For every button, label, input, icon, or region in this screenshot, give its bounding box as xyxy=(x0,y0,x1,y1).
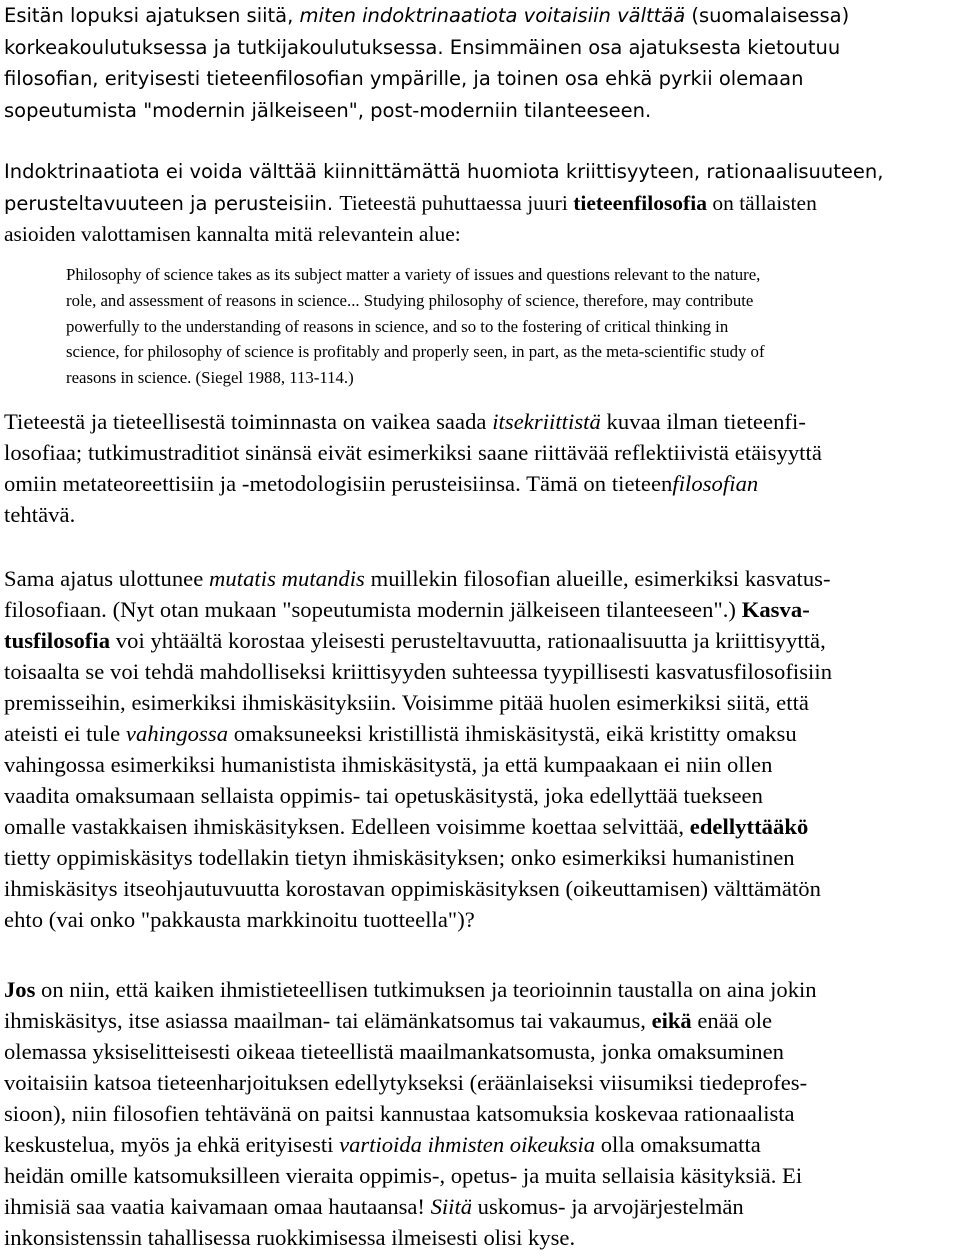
text-run: voi yhtäältä korostaa yleisesti perusteltavuutta, rationaalisuutta ja kriittisyyttä, xyxy=(110,628,826,653)
text-line: Indoktrinaatiota ei voida välttää kiinnittämättä huomiota kriittisyyteen, rationaalisuuteen, xyxy=(4,160,884,183)
text-line xyxy=(4,188,883,220)
quote-line: Philosophy of science takes as its subject matter a variety of issues and questions relevant to the nature, xyxy=(66,265,761,284)
text-line: tehtävä. xyxy=(4,502,76,527)
emphasis-text: vahingossa xyxy=(125,721,229,746)
text-line: vahingossa esimerkiksi humanistista ihmiskäsitystä, ja että kumpaakaan ei niin ollen xyxy=(4,752,773,777)
text-run: filosofiaan. (Nyt otan mukaan "sopeutumista modernin jälkeiseen tilanteeseen".) xyxy=(4,597,742,622)
text-run: omaksuneeksi kristillistä ihmiskäsitystä, eikä kristitty omaksu xyxy=(228,721,797,746)
text-run: Tieteestä ja tieteellisestä toiminnasta on vaikea saada xyxy=(4,409,493,434)
text-line xyxy=(4,1129,817,1160)
text-run: ihmisiä saa vaatia kaivamaan omaa hautaansa! xyxy=(4,1194,431,1219)
quote-line: powerfully to the understanding of reasons in science, and so to the fostering of critical thinking in xyxy=(66,316,729,336)
text-run: omiin metateoreettisiin ja -metodologisiin perusteisiinsa. Tämä on tieteen xyxy=(4,471,673,496)
text-line: inkonsistenssin tahallisessa ruokkimisessa ilmeisesti olisi kyse. xyxy=(4,1225,576,1250)
text-line: toisaalta se voi tehdä mahdolliseksi kriittisyyden suhteessa tyypillisesti kasvatusfilosofisiin xyxy=(4,659,833,684)
emphasis-text: mutatis mutandis xyxy=(209,566,365,591)
text-line: ehto (vai onko "pakkausta markkinoitu tuotteella")? xyxy=(4,907,475,932)
bold-term: Kasva- xyxy=(741,597,810,622)
text-run: olla omaksumatta xyxy=(595,1132,761,1157)
text-line: sopeutumista "modernin jälkeiseen", post-moderniin tilanteeseen. xyxy=(4,98,652,122)
quote-line: role, and assessment of reasons in science... Studying philosophy of science, therefore, may contribute xyxy=(66,290,754,310)
text-run: omalle vastakkaisen ihmiskäsityksen. Edelleen voisimme koettaa selvittää, xyxy=(4,814,690,839)
bold-term: tusfilosofia xyxy=(4,628,111,653)
paragraph-4 xyxy=(4,563,832,935)
paragraph-2 xyxy=(4,156,883,251)
text-run: on tällaisten xyxy=(706,190,817,215)
text-line: tietty oppimiskäsitys todellakin tietyn ihmiskäsityksen; onko esimerkiksi humanistinen xyxy=(4,845,795,870)
text-run: keskustelua, myös ja ehkä erityisesti xyxy=(4,1132,340,1157)
text-line xyxy=(4,811,832,842)
text-line xyxy=(4,0,849,32)
text-line xyxy=(4,625,832,656)
paragraph-1 xyxy=(4,0,849,126)
text-run: muillekin filosofian alueille, esimerkiksi kasvatus- xyxy=(364,566,831,591)
text-line xyxy=(4,974,817,1005)
text-line: heidän omille katsomuksilleen vieraita oppimis-, opetus- ja muita sellaisia käsityksiä. Ei xyxy=(4,1163,803,1188)
text-line: ihmiskäsitys itseohjautuvuutta korostavan oppimiskäsityksen (oikeuttamisen) välttämätön xyxy=(4,876,821,901)
text-run: ateisti ei tule xyxy=(4,721,126,746)
text-line xyxy=(4,1005,817,1036)
text-run: ihmiskäsitys, itse asiassa maailman- tai elämänkatsomus tai vakaumus, xyxy=(4,1008,652,1033)
text-line xyxy=(4,406,822,437)
text-line: asioiden valottamisen kannalta mitä relevantein alue: xyxy=(4,222,461,246)
text-run: Tieteestä puhuttaessa juuri xyxy=(339,190,574,215)
quote-line: reasons in science. (Siegel 1988, 113-114.) xyxy=(66,368,354,388)
text-run: Esitän lopuksi ajatuksen siitä, xyxy=(4,4,300,27)
bold-term: eikä xyxy=(651,1008,692,1033)
quote-line: science, for philosophy of science is profitably and properly seen, in part, as the meta-scientific study of xyxy=(66,342,765,362)
paragraph-5 xyxy=(4,974,817,1253)
bold-term: Jos xyxy=(4,977,36,1002)
text-line xyxy=(4,594,832,625)
bold-term: edellyttääkö xyxy=(689,814,809,839)
text-line xyxy=(4,718,832,749)
text-line xyxy=(4,468,822,499)
text-line: sioon), niin filosofien tehtävänä on paitsi kannustaa katsomuksia koskevaa rationaalista xyxy=(4,1101,795,1126)
emphasis-text: miten indoktrinaatiota voitaisiin välttää xyxy=(299,4,686,27)
text-line xyxy=(4,563,832,594)
paragraph-3 xyxy=(4,406,822,530)
text-run: uskomus- ja arvojärjestelmän xyxy=(472,1194,744,1219)
text-run: perusteltavuuteen ja perusteisiin. xyxy=(4,191,340,215)
block-quote xyxy=(66,262,765,391)
text-line xyxy=(4,1191,817,1222)
text-line: korkeakoulutuksessa ja tutkijakoulutuksessa. Ensimmäinen osa ajatuksesta kietoutuu xyxy=(4,35,841,59)
emphasis-text: itsekriittistä xyxy=(492,409,601,434)
emphasis-text: vartioida ihmisten oikeuksia xyxy=(339,1132,596,1157)
text-line: olemassa yksiselitteisesti oikeaa tieteellistä maailmankatsomusta, jonka omaksuminen xyxy=(4,1039,784,1064)
text-run: enää ole xyxy=(691,1008,773,1033)
emphasis-text: filosofian xyxy=(672,471,759,496)
text-run: on niin, että kaiken ihmistieteellisen tutkimuksen ja teorioinnin taustalla on aina jokin xyxy=(35,977,817,1002)
text-line: voitaisiin katsoa tieteenharjoituksen edellytykseksi (eräänlaiseksi viisumiksi tiedeprofes- xyxy=(4,1070,808,1095)
text-line: filosofian, erityisesti tieteenfilosofian ympärille, ja toinen osa ehkä pyrkii olemaan xyxy=(4,67,804,90)
bold-term: tieteenfilosofia xyxy=(573,190,707,215)
text-line: vaadita omaksumaan sellaista oppimis- tai opetuskäsitystä, joka edellyttää tuekseen xyxy=(4,783,763,808)
text-run: Sama ajatus ulottunee xyxy=(4,566,210,591)
text-line: premisseihin, esimerkiksi ihmiskäsityksiin. Voisimme pitää huolen esimerkiksi siitä, että xyxy=(4,690,809,715)
text-run: (suomalaisessa) xyxy=(685,4,850,27)
text-run: kuvaa ilman tieteenfi- xyxy=(600,409,806,434)
text-line: losofiaa; tutkimustraditiot sinänsä eivät esimerkiksi saane riittävää reflektiivistä etäisyyttä xyxy=(4,440,822,465)
emphasis-text: Siitä xyxy=(430,1194,473,1219)
